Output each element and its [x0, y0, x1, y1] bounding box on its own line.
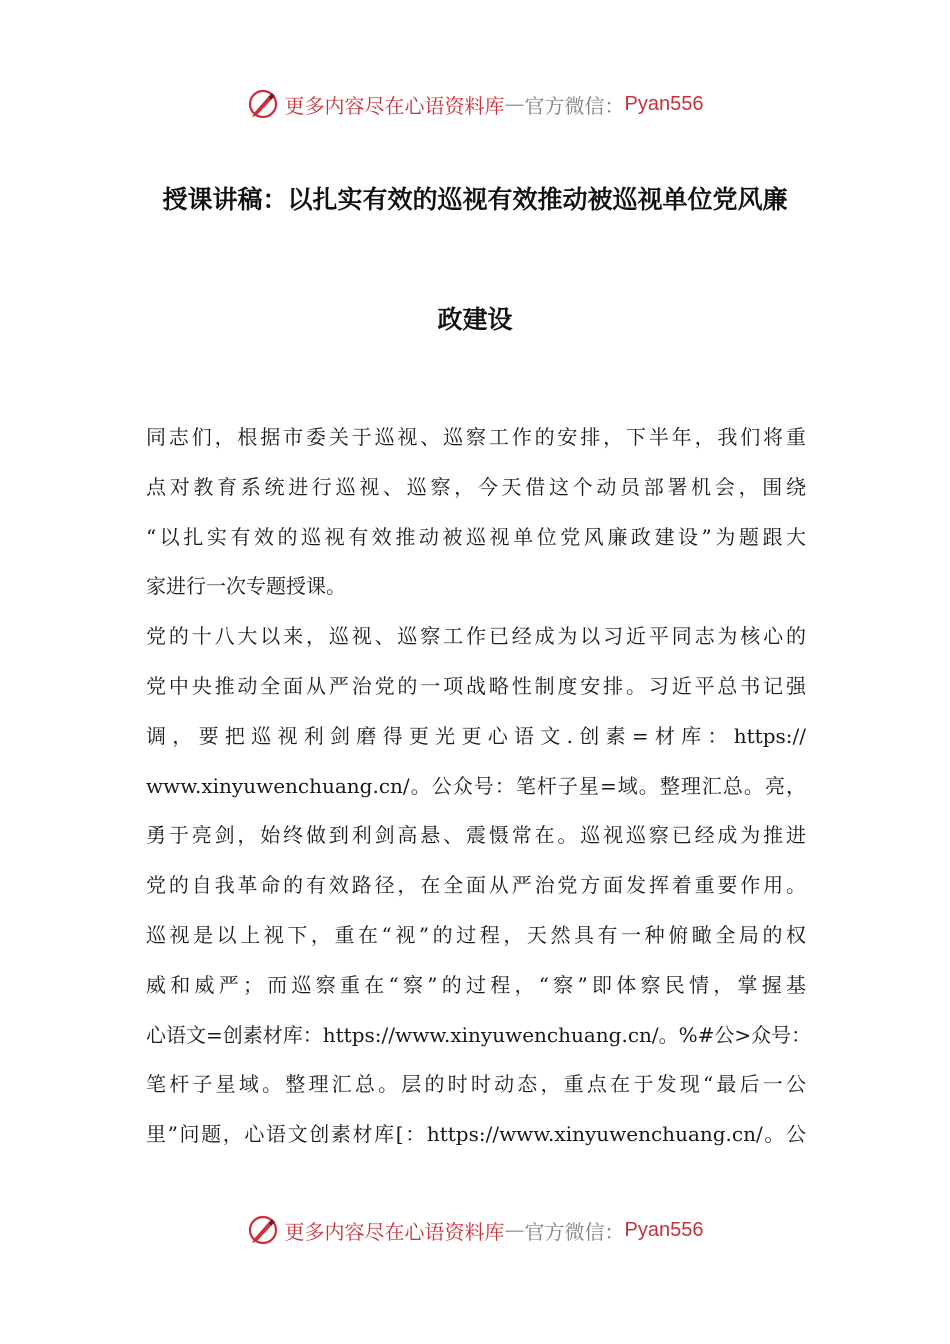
body-line: 威和威严；而巡察重在“察”的过程，“察”即体察民情，掌握基 — [146, 972, 806, 997]
banner-separator: — — [504, 1218, 525, 1242]
document-title-line-1: 授课讲稿：以扎实有效的巡视有效推动被巡视单位党风廉 — [162, 185, 788, 214]
banner-wechat-label: 官方微信： — [524, 93, 625, 118]
body-line: 调，要把巡视利剑磨得更光更心语文.创素=材库：https:// — [146, 723, 806, 748]
body-line: 党中央推动全面从严治党的一项战略性制度安排。习近平总书记强 — [146, 673, 806, 698]
body-line: 勇于亮剑，始终做到利剑高悬、震慑常在。巡视巡察已经成为推进 — [146, 823, 806, 848]
document-body — [146, 413, 812, 1160]
banner-wechat-id: Pyan556 — [624, 92, 704, 115]
banner-slogan: 更多内容尽在心语资料库 — [284, 1219, 505, 1244]
body-line: 巡视是以上视下，重在“视”的过程，天然具有一种俯瞰全局的权 — [146, 922, 806, 947]
banner-slogan: 更多内容尽在心语资料库 — [284, 93, 505, 118]
header-banner — [0, 84, 950, 124]
pen-logo-icon — [247, 88, 279, 120]
banner-wechat-label: 官方微信： — [524, 1219, 625, 1244]
body-line: 同志们，根据市委关于巡视、巡察工作的安排，下半年，我们将重 — [146, 425, 806, 449]
body-line: 里”问题，心语文创素材库[：https://www.xinyuwenchuang.cn/。公 — [146, 1122, 806, 1147]
body-line: 点对教育系统进行巡视、巡察，今天借这个动员部署机会，围绕 — [146, 474, 806, 499]
body-line: 家进行一次专题授课。 — [146, 574, 346, 599]
body-line: www.xinyuwenchuang.cn/。公众号：笔杆子星=域。整理汇总。亮， — [146, 773, 806, 798]
banner-separator: — — [504, 92, 525, 116]
body-line: 党的十八大以来，巡视、巡察工作已经成为以习近平同志为核心的 — [146, 624, 806, 649]
body-line: 笔杆子星域。整理汇总。层的时时动态，重点在于发现“最后一公 — [146, 1072, 806, 1097]
body-line: 心语文=创素材库：https://www.xinyuwenchuang.cn/。%#公>众号： — [146, 1022, 812, 1047]
pen-logo-icon — [247, 1214, 279, 1246]
document-title-line-2: 政建设 — [437, 305, 513, 334]
body-line: 党的自我革命的有效路径，在全面从严治党方面发挥着重要作用。 — [146, 873, 806, 898]
body-line: “以扎实有效的巡视有效推动被巡视单位党风廉政建设”为题跟大 — [146, 524, 806, 549]
banner-wechat-id: Pyan556 — [624, 1218, 704, 1241]
footer-banner — [0, 1210, 950, 1250]
